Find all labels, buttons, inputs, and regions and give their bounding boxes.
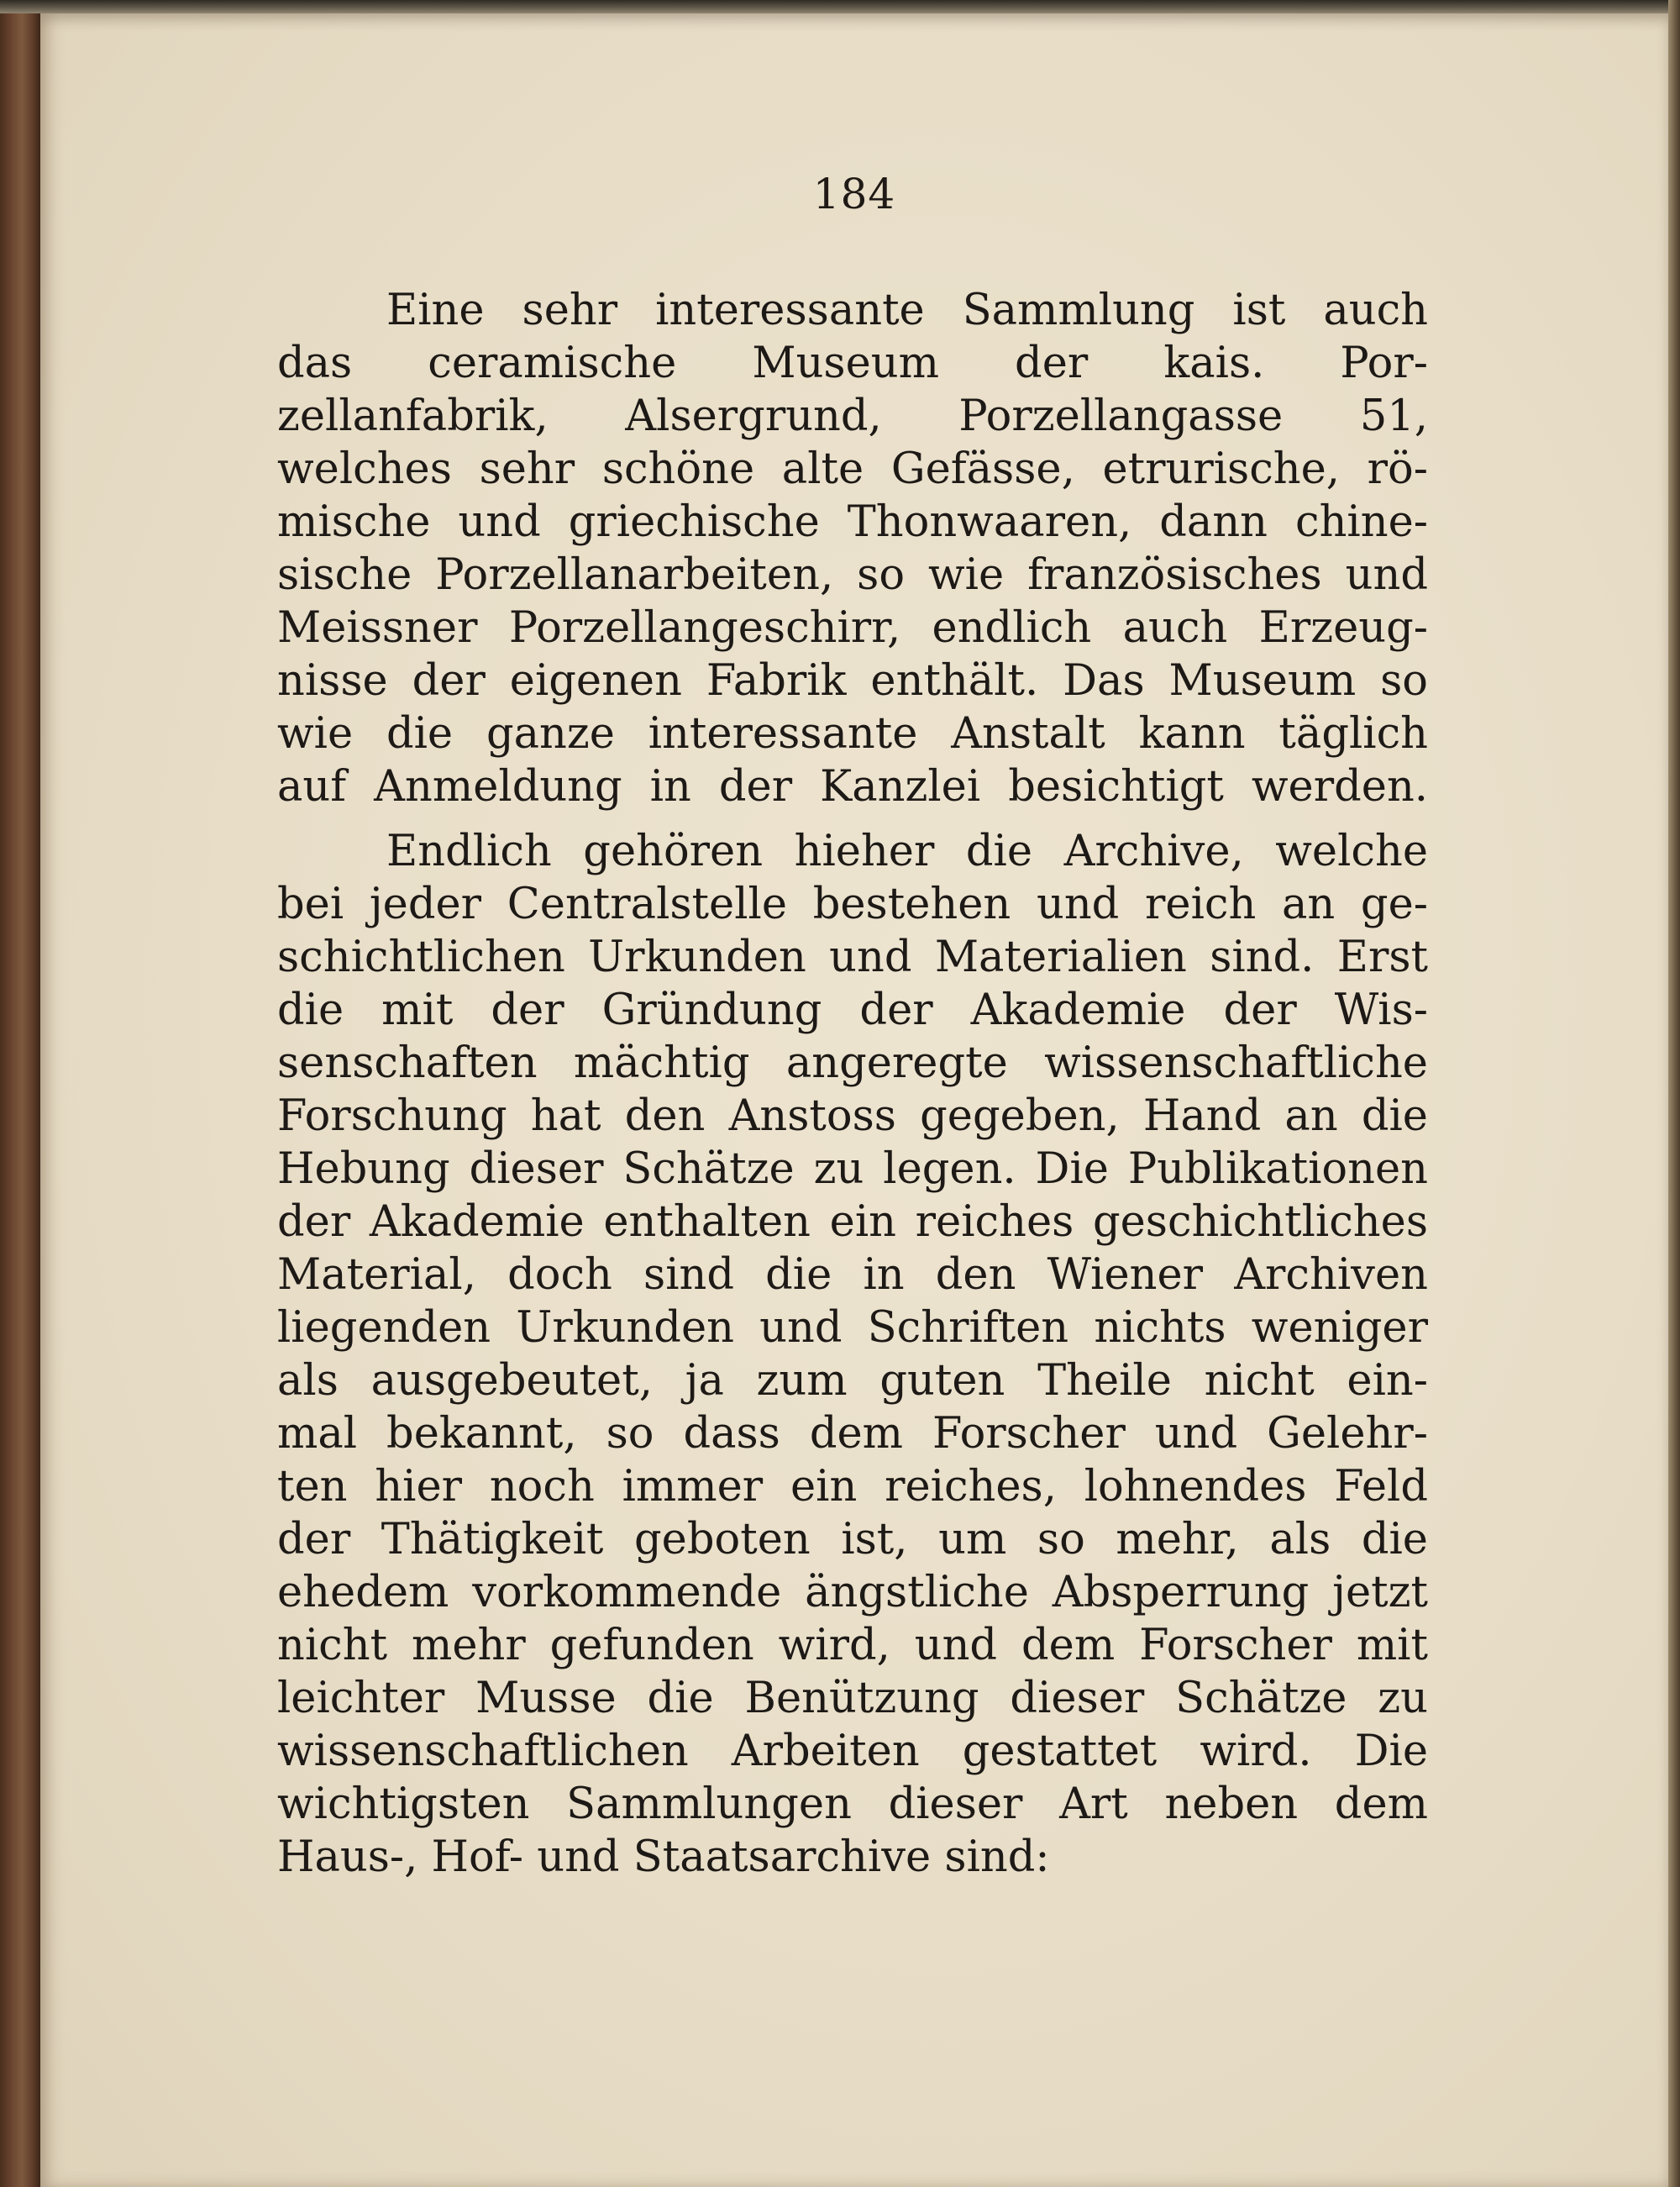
- text-line: ten hier noch immer ein reiches, lohnendes Feld: [277, 1462, 1428, 1511]
- text-line: mal bekannt, so dass dem Forscher und Gelehr-: [277, 1409, 1428, 1459]
- text-line: schichtlichen Urkunden und Materialien sind. Erst: [277, 933, 1428, 982]
- text-line: als ausgebeutet, ja zum guten Theile nicht ein-: [277, 1356, 1428, 1406]
- page-sheet: [40, 13, 1668, 2187]
- text-line: der Akademie enthalten ein reiches geschichtliches: [277, 1197, 1428, 1247]
- text-line: liegenden Urkunden und Schriften nichts weniger: [277, 1303, 1428, 1353]
- text-line: der Thätigkeit geboten ist, um so mehr, als die: [277, 1515, 1428, 1564]
- text-line: sische Porzellanarbeiten, so wie französisches und: [277, 550, 1428, 600]
- text-line: die mit der Gründung der Akademie der Wis-: [277, 986, 1428, 1035]
- text-line: Haus-, Hof- und Staatsarchive sind:: [277, 1832, 1050, 1882]
- text-line: auf Anmeldung in der Kanzlei besichtigt werden.: [277, 762, 1428, 812]
- book-top-edge: [0, 0, 1680, 13]
- text-line: wichtigsten Sammlungen dieser Art neben dem: [277, 1780, 1428, 1829]
- text-line: Material, doch sind die in den Wiener Archiven: [277, 1250, 1428, 1300]
- text-line: Endlich gehören hieher die Archive, welche: [386, 827, 1428, 876]
- text-line: wie die ganze interessante Anstalt kann täglich: [277, 709, 1428, 759]
- book-right-edge: [1668, 0, 1680, 2187]
- text-line: nisse der eigenen Fabrik enthält. Das Museum so: [277, 656, 1428, 706]
- text-line: Hebung dieser Schätze zu legen. Die Publikationen: [277, 1144, 1428, 1194]
- text-line: Eine sehr interessante Sammlung ist auch: [386, 286, 1428, 335]
- text-line: ehedem vorkommende ängstliche Absperrung jetzt: [277, 1568, 1428, 1617]
- paragraph-gap: [277, 813, 1428, 825]
- text-line: leichter Musse die Benützung dieser Schätze zu: [277, 1674, 1428, 1723]
- text-line: bei jeder Centralstelle bestehen und reich an ge-: [277, 880, 1428, 929]
- text-line: welches sehr schöne alte Gefässe, etrurische, rö-: [277, 444, 1428, 494]
- text-line: nicht mehr gefunden wird, und dem Forscher mit: [277, 1621, 1428, 1670]
- body-text: [277, 284, 1428, 1884]
- text-line: das ceramische Museum der kais. Por-: [277, 339, 1428, 388]
- paragraph-2: [277, 825, 1428, 1884]
- text-line: wissenschaftlichen Arbeiten gestattet wird. Die: [277, 1727, 1428, 1776]
- page-number: 184: [812, 170, 896, 218]
- text-line: zellanfabrik, Alsergrund, Porzellangasse 51,: [277, 392, 1428, 441]
- text-line: Forschung hat den Anstoss gegeben, Hand an die: [277, 1091, 1428, 1141]
- text-line: senschaften mächtig angeregte wissenschaftliche: [277, 1038, 1428, 1088]
- paragraph-1: [277, 284, 1428, 813]
- text-line: Meissner Porzellangeschirr, endlich auch Erzeug-: [277, 603, 1428, 653]
- text-line: mische und griechische Thonwaaren, dann chine-: [277, 497, 1428, 547]
